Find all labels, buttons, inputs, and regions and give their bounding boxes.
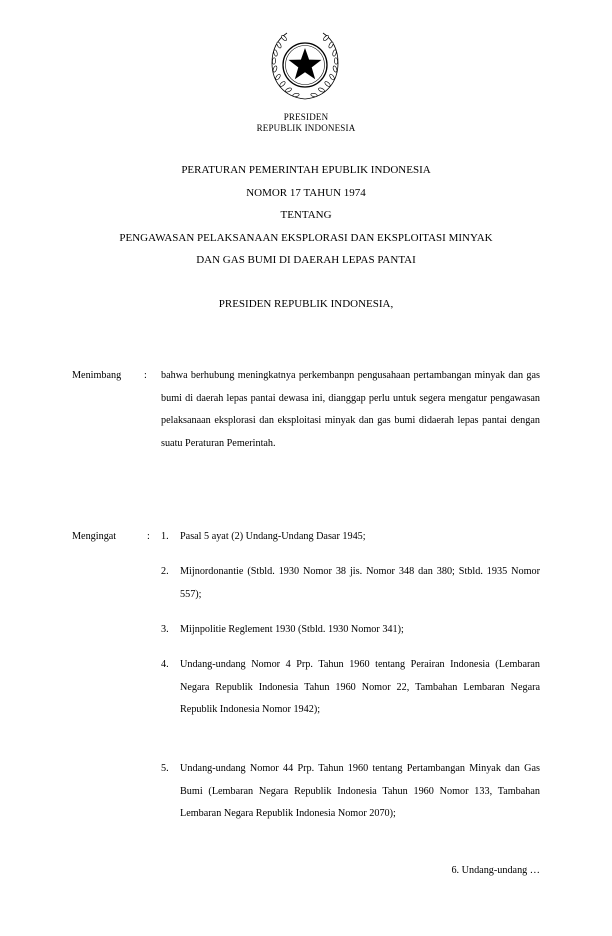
issuer-heading (0, 112, 612, 134)
issuer-line-republik: REPUBLIK INDONESIA (256, 123, 356, 133)
opening-statement: PRESIDEN REPUBLIK INDONESIA, (218, 298, 394, 310)
issuer-line-presiden: PRESIDEN (283, 112, 329, 122)
title-line-2: NOMOR 17 TAHUN 1974 (246, 186, 366, 199)
garuda-star-wreath-emblem (267, 27, 343, 103)
item-number: 5. (161, 763, 169, 774)
item-number: 1. (161, 531, 169, 542)
menimbang-colon: : (144, 370, 147, 381)
title-line-3: TENTANG (280, 209, 332, 221)
mengingat-item-3 (161, 619, 540, 642)
title-line-4: PENGAWASAN PELAKSANAAN EKSPLORASI DAN EKSPLOITASI MINYAK (119, 231, 493, 244)
mengingat-label: Mengingat (72, 531, 117, 542)
page-continuation-catchword: 6. Undang-undang … (451, 865, 540, 876)
menimbang-text: bahwa berhubung meningkatnya perkembanpn pengusahaan pertambangan minyak dan gas bumi di daerah lepas pantai dewasa ini, dianggap perlu untuk segera mengatur pengawasan pelaksanaan eksplorasi dan eksploitasi minyak dan gas bumi didaerah lepas pantai dengan suatu Peraturan Pemerintah. (161, 370, 540, 449)
item-text: Undang-undang Nomor 44 Prp. Tahun 1960 tentang Pertambangan Minyak dan Gas Bumi (Lembaran Negara Republik Indonesia Tahun 1960 Nomor 133, Tambahan Lembaran Negara Republik Indonesia Nomor 2070); (180, 763, 540, 820)
mengingat-item-5 (161, 758, 540, 826)
menimbang-label: Menimbang (72, 370, 122, 381)
mengingat-item-4 (161, 654, 540, 722)
item-text: Pasal 5 ayat (2) Undang-Undang Dasar 1945; (180, 531, 366, 542)
item-number: 2. (161, 566, 169, 577)
star-wreath-icon (267, 27, 343, 103)
mengingat-item-1 (161, 526, 540, 549)
mengingat-colon: : (147, 531, 150, 542)
mengingat-item-2 (161, 561, 540, 606)
item-text: Mijnpolitie Reglement 1930 (Stbld. 1930 Nomor 341); (180, 624, 404, 635)
item-number: 4. (161, 659, 169, 670)
item-text: Undang-undang Nomor 4 Prp. Tahun 1960 tentang Perairan Indonesia (Lembaran Negara Republik Indonesia Tahun 1960 Nomor 22, Tambahan Lembaran Negara Republik Indonesia Nomor 1942); (180, 659, 540, 716)
title-line-1: PERATURAN PEMERINTAH EPUBLIK INDONESIA (181, 164, 431, 176)
regulation-title (60, 159, 552, 272)
title-line-5: DAN GAS BUMI DI DAERAH LEPAS PANTAI (196, 254, 416, 266)
item-text: Mijnordonantie (Stbld. 1930 Nomor 38 jis. Nomor 348 dan 380; Stbld. 1935 Nomor 557); (180, 566, 540, 600)
item-number: 3. (161, 624, 169, 635)
